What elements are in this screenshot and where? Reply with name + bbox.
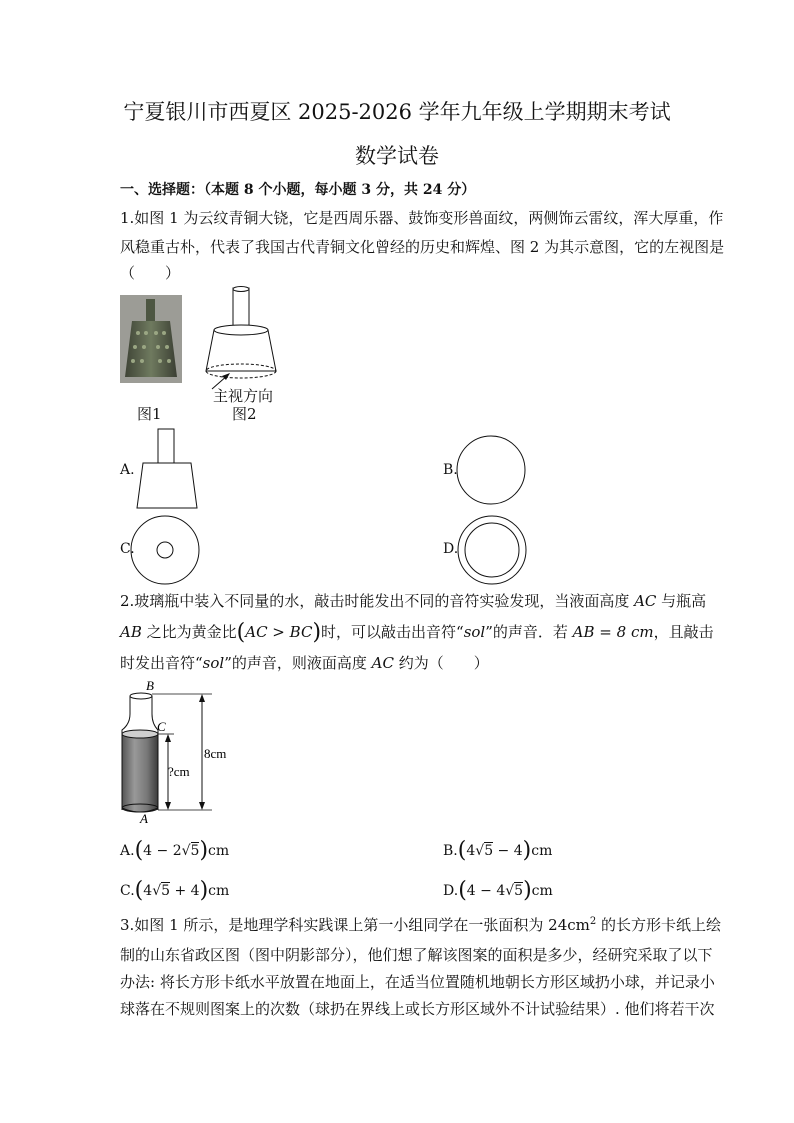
q3-line2: 制的山东省政区图（图中阴影部分），他们想了解该图案的面积是多少，经研究采取了以下 bbox=[120, 946, 713, 964]
section-heading: 一、选择题：（本题 8 个小题，每小题 3 分，共 24 分） bbox=[120, 182, 476, 198]
q2-option-a[interactable]: A.(4 − 2√5)cm bbox=[120, 838, 230, 863]
q2-option-c[interactable]: C.(4√5 + 4)cm bbox=[120, 878, 230, 903]
point-c-label: C bbox=[157, 719, 166, 734]
fig1-caption: 图1 bbox=[137, 405, 162, 423]
q3-line4: 球落在不规则图案上的次数（球扔在界线上或长方形区域外不计试验结果）. 他们将若干次 bbox=[120, 1000, 715, 1018]
q1-line3: （ ） bbox=[120, 264, 181, 282]
bronze-bell-photo bbox=[120, 295, 182, 383]
q1-option-d-figure[interactable] bbox=[456, 514, 528, 586]
bell-schematic bbox=[200, 286, 300, 396]
q3-line3: 办法: 将长方形卡纸水平放置在地面上，在适当位置随机地朝长方形区域扔小球，并记录小 bbox=[120, 973, 715, 991]
point-b-label: B bbox=[146, 678, 154, 693]
view-direction-label: 主视方向 bbox=[213, 387, 274, 405]
q2-option-b[interactable]: B.(4√5 − 4)cm bbox=[443, 838, 553, 863]
exam-subtitle: 数学试卷 bbox=[355, 144, 439, 168]
q1-option-a-label[interactable]: A. bbox=[120, 462, 135, 478]
q1-option-c-label[interactable]: C. bbox=[120, 541, 135, 557]
q1-line1: 1.如图 1 为云纹青铜大铙，它是西周乐器、鼓饰变形兽面纹，两侧饰云雷纹，浑大厚重，作 bbox=[120, 209, 724, 227]
q2-line3: 时发出音符“sol”的声音，则液面高度 AC 约为（ ） bbox=[120, 654, 489, 672]
q1-option-d-label[interactable]: D. bbox=[443, 541, 459, 557]
q2-line1: 2.玻璃瓶中装入不同量的水，敲击时能发出不同的音符实验发现，当液面高度 AC 与瓶高 bbox=[120, 592, 707, 610]
total-height-label: 8cm bbox=[204, 746, 227, 761]
q1-option-c-figure[interactable] bbox=[129, 514, 201, 586]
point-a-label: A bbox=[140, 811, 148, 824]
q2-line2: AB 之比为黄金比(AC > BC)时，可以敲击出音符“sol”的声音．若 AB = 8 cm，且敲击 bbox=[120, 620, 714, 645]
q2-option-d[interactable]: D.(4 − 4√5)cm bbox=[443, 878, 553, 903]
unknown-height-label: ?cm bbox=[168, 764, 190, 779]
q3-line1: 3.如图 1 所示，是地理学科实践课上第一小组同学在一张面积为 $24cm^2$ 的长方形卡纸上绘 bbox=[120, 916, 722, 934]
exam-title: 宁夏银川市西夏区 2025-2026 学年九年级上学期期末考试 bbox=[123, 100, 671, 124]
fig2-caption: 图2 bbox=[232, 405, 257, 423]
q1-option-a-figure[interactable] bbox=[135, 428, 199, 510]
q1-option-b-label[interactable]: B. bbox=[443, 462, 458, 478]
q1-line2: 风稳重古朴，代表了我国古代青铜文化曾经的历史和辉煌、图 2 为其示意图，它的左视图是 bbox=[120, 238, 725, 256]
bottle-figure bbox=[112, 678, 242, 824]
q1-option-b-figure[interactable] bbox=[455, 434, 527, 506]
